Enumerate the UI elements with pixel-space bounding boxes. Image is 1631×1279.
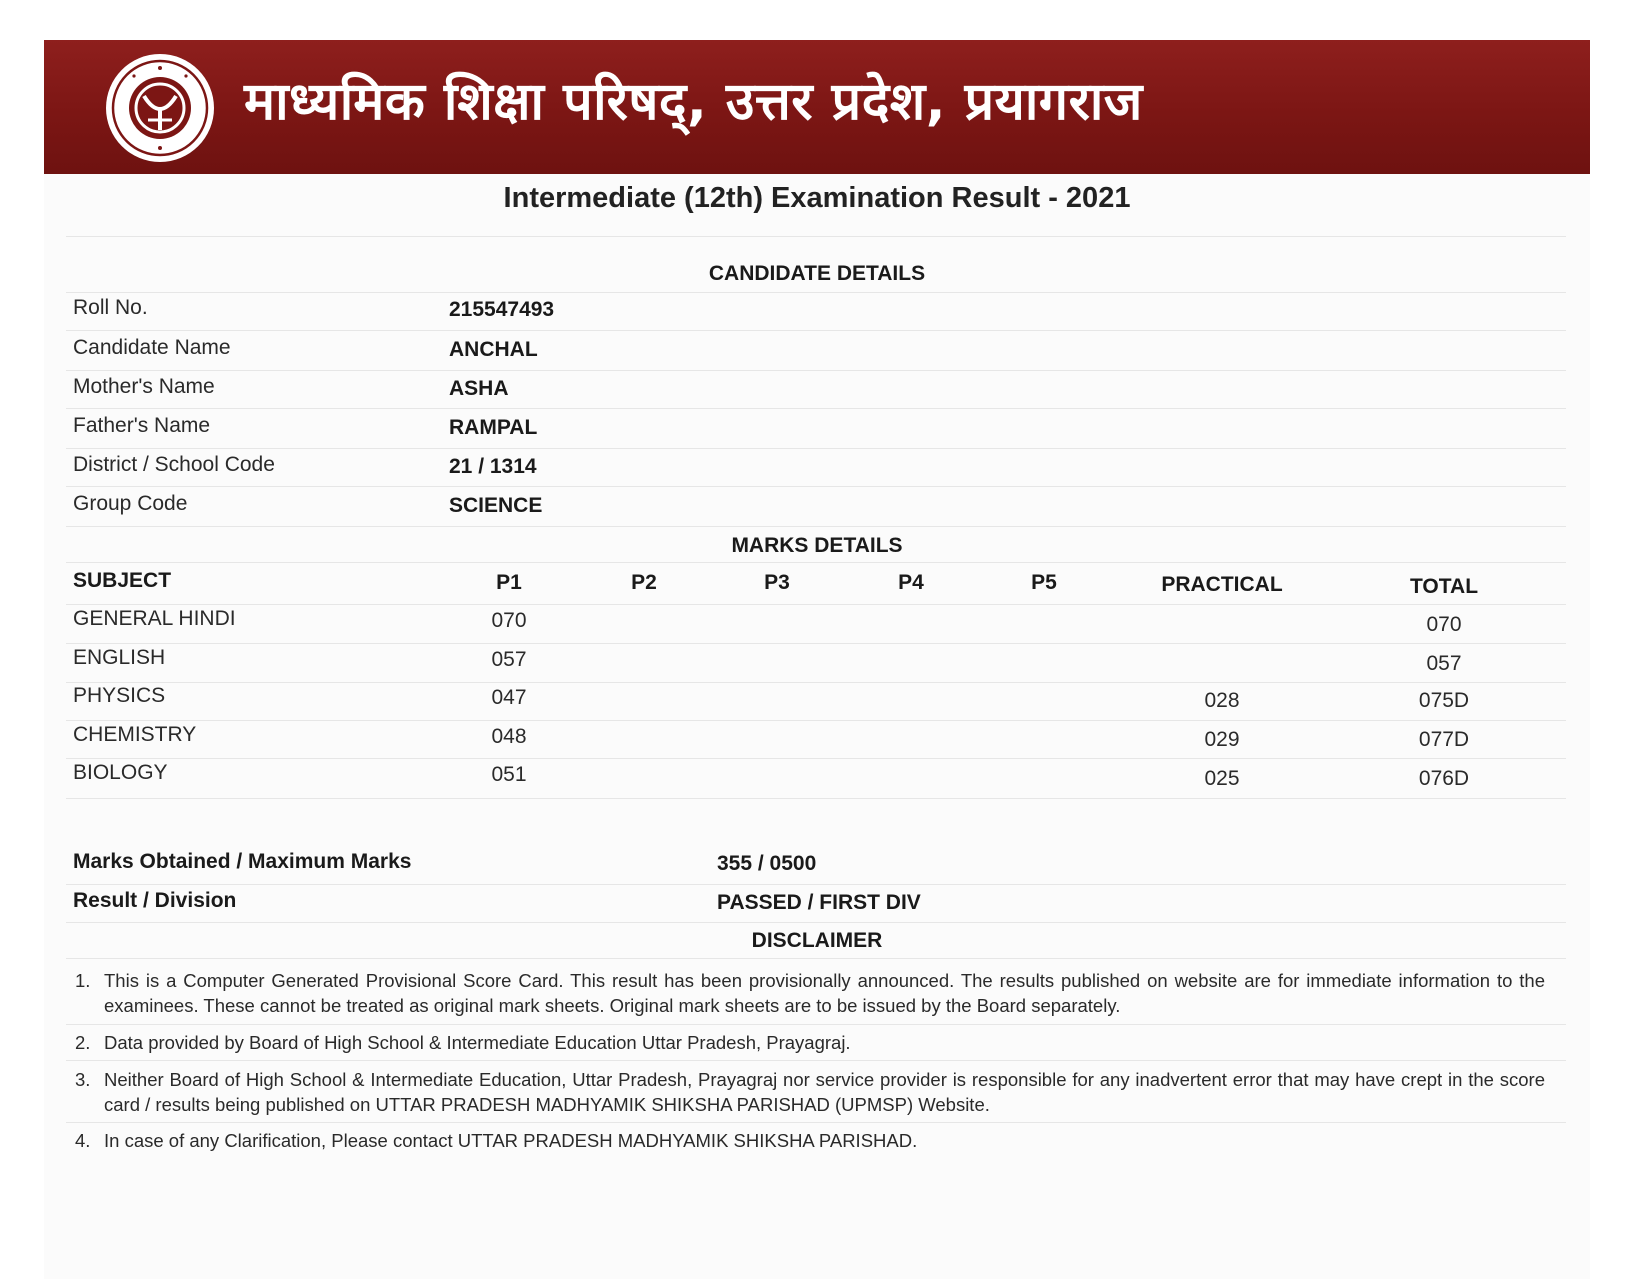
group-code-value: SCIENCE [449, 494, 543, 517]
divider [66, 758, 1566, 759]
roll-no-label: Roll No. [73, 296, 148, 319]
total-cell: 076D [1418, 767, 1470, 790]
p1-cell: 048 [491, 725, 527, 748]
header-banner [44, 40, 1590, 174]
col-subject-header: SUBJECT [73, 569, 172, 592]
divider [66, 720, 1566, 721]
divider [66, 236, 1566, 237]
divider [66, 408, 1566, 409]
divider [66, 604, 1566, 605]
marks-details-heading: MARKS DETAILS [731, 534, 903, 557]
upmsp-seal-logo-icon [104, 52, 216, 164]
divider [66, 526, 1566, 527]
divider [66, 486, 1566, 487]
disclaimer-number: 3. [75, 1069, 91, 1090]
divider [66, 884, 1566, 885]
candidate-name-label: Candidate Name [73, 336, 231, 359]
marks-obtained-label: Marks Obtained / Maximum Marks [73, 850, 412, 873]
mother-name-label: Mother's Name [73, 375, 215, 398]
result-division-value: PASSED / FIRST DIV [717, 891, 921, 914]
practical-cell: 029 [1204, 728, 1240, 751]
candidate-details-heading: CANDIDATE DETAILS [708, 262, 926, 285]
divider [66, 292, 1566, 293]
disclaimer-number: 2. [75, 1032, 91, 1053]
practical-cell: 025 [1204, 767, 1240, 790]
disclaimer-item [75, 968, 1545, 1018]
disclaimer-number: 1. [75, 970, 91, 991]
exam-title: Intermediate (12th) Examination Result - 2021 [503, 182, 1131, 214]
col-p1-header: P1 [496, 571, 522, 594]
col-p5-header: P5 [1031, 571, 1057, 594]
divider [66, 643, 1566, 644]
divider [66, 562, 1566, 563]
col-total-header: TOTAL [1409, 575, 1479, 598]
subject-cell: CHEMISTRY [73, 723, 197, 746]
disclaimer-text: This is a Computer Generated Provisional Score Card. This result has been provisionally announced. The results published on website are for immediate information to the examinees. These cannot be treated as original mark sheets. Original mark sheets are to be issued by the Board separately. [104, 970, 1545, 1016]
subject-cell: PHYSICS [73, 684, 166, 707]
divider [66, 958, 1566, 959]
district-school-code-value: 21 / 1314 [449, 455, 537, 478]
subject-cell: GENERAL HINDI [73, 607, 236, 630]
district-school-code-label: District / School Code [73, 453, 275, 476]
total-cell: 077D [1418, 728, 1470, 751]
disclaimer-number: 4. [75, 1130, 91, 1151]
result-sheet [44, 40, 1590, 1279]
mother-name-value: ASHA [449, 377, 509, 400]
p1-cell: 047 [491, 686, 527, 709]
disclaimer-item [75, 1067, 1545, 1117]
disclaimer-text: Neither Board of High School & Intermediate Education, Uttar Pradesh, Prayagraj nor service provider is responsible for any inadvertent error that may have crept in the score card / results being published on UTTAR PRADESH MADHYAMIK SHIKSHA PARISHAD (UPMSP) Website. [104, 1069, 1545, 1115]
divider [66, 682, 1566, 683]
divider [66, 330, 1566, 331]
col-p2-header: P2 [631, 571, 657, 594]
p1-cell: 051 [491, 763, 527, 786]
disclaimer-heading: DISCLAIMER [751, 929, 883, 952]
total-cell: 057 [1426, 652, 1462, 675]
subject-cell: BIOLOGY [73, 761, 168, 784]
result-division-label: Result / Division [73, 889, 237, 912]
disclaimer-text: In case of any Clarification, Please contact UTTAR PRADESH MADHYAMIK SHIKSHA PARISHAD. [104, 1130, 918, 1151]
total-cell: 075D [1418, 689, 1470, 712]
total-cell: 070 [1426, 613, 1462, 636]
divider [66, 1024, 1566, 1025]
father-name-value: RAMPAL [449, 416, 538, 439]
divider [66, 1122, 1566, 1123]
disclaimer-item [75, 1030, 1545, 1055]
col-p4-header: P4 [898, 571, 924, 594]
disclaimer-item [75, 1128, 1545, 1153]
divider [66, 798, 1566, 799]
col-practical-header: PRACTICAL [1161, 573, 1283, 596]
marks-obtained-value: 355 / 0500 [717, 852, 817, 875]
divider [66, 922, 1566, 923]
p1-cell: 070 [491, 609, 527, 632]
roll-no-value: 215547493 [449, 298, 555, 321]
group-code-label: Group Code [73, 492, 188, 515]
divider [66, 448, 1566, 449]
candidate-name-value: ANCHAL [449, 338, 538, 361]
divider [66, 370, 1566, 371]
divider [66, 1060, 1566, 1061]
p1-cell: 057 [491, 648, 527, 671]
col-p3-header: P3 [764, 571, 790, 594]
father-name-label: Father's Name [73, 414, 211, 437]
subject-cell: ENGLISH [73, 646, 166, 669]
board-name: माध्यमिक शिक्षा परिषद्, उत्तर प्रदेश, प्रयागराज [244, 72, 1143, 132]
disclaimer-text: Data provided by Board of High School & Intermediate Education Uttar Pradesh, Prayagraj. [104, 1032, 851, 1053]
practical-cell: 028 [1204, 689, 1240, 712]
